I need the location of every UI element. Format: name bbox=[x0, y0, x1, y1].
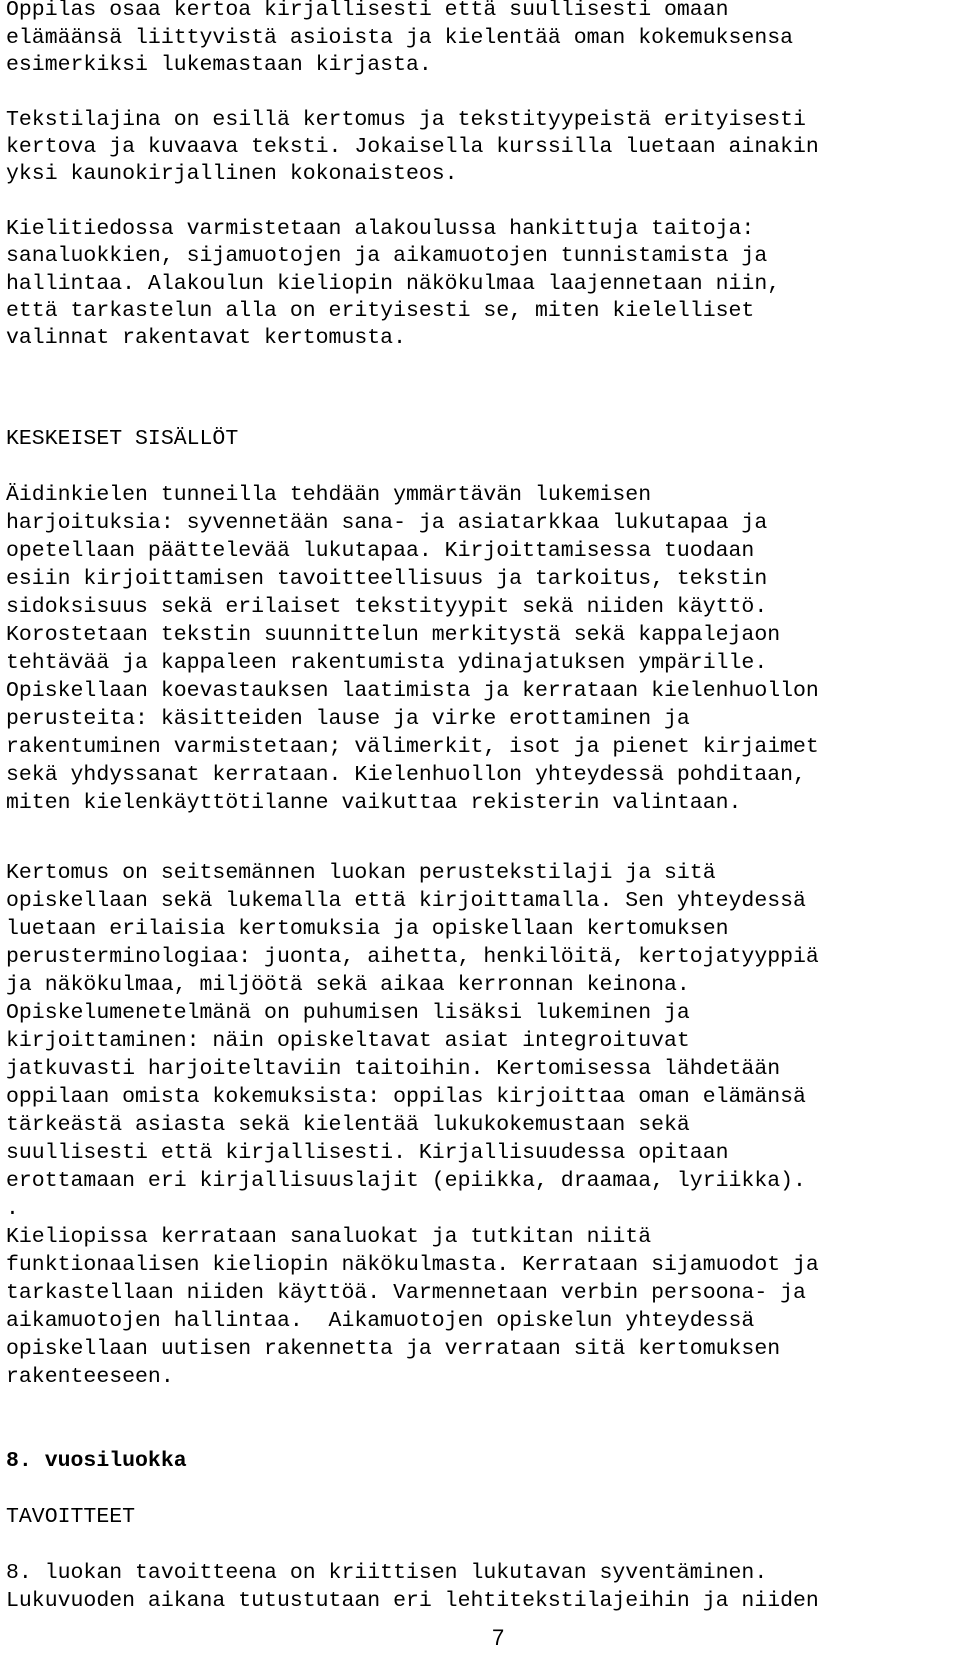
text-line: kirjoittaminen: näin opiskeltavat asiat integroituvat bbox=[6, 1029, 690, 1053]
text-line: rakentuminen varmistetaan; välimerkit, isot ja pienet kirjaimet bbox=[6, 735, 819, 759]
text-line: kertova ja kuvaava teksti. Jokaisella kurssilla luetaan ainakin bbox=[6, 135, 819, 159]
text-line: Lukuvuoden aikana tutustutaan eri lehtitekstilajeihin ja niiden bbox=[6, 1589, 819, 1613]
text-line: suullisesti että kirjallisesti. Kirjallisuudessa opitaan bbox=[6, 1141, 729, 1165]
text-line: jatkuvasti harjoiteltaviin taitoihin. Kertomisessa lähdetään bbox=[6, 1057, 781, 1081]
text-line: opetellaan päättelevää lukutapaa. Kirjoittamisessa tuodaan bbox=[6, 539, 755, 563]
text-line: Tekstilajina on esillä kertomus ja tekstityypeistä erityisesti bbox=[6, 108, 806, 132]
text-line: aikamuotojen hallintaa. Aikamuotojen opiskelun yhteydessä bbox=[6, 1309, 755, 1333]
goals-heading: TAVOITTEET bbox=[6, 1505, 136, 1529]
text-line: rakenteeseen. bbox=[6, 1365, 174, 1389]
text-line: sanaluokkien, sijamuotojen ja aikamuotojen tunnistamista ja bbox=[6, 244, 768, 268]
text-line: 8. luokan tavoitteena on kriittisen lukutavan syventäminen. bbox=[6, 1561, 768, 1585]
text-line: perusteita: käsitteiden lause ja virke erottaminen ja bbox=[6, 707, 690, 731]
text-line: että tarkastelun alla on erityisesti se, miten kielelliset bbox=[6, 299, 755, 323]
text-line: . bbox=[6, 1197, 19, 1221]
text-line: tarkastellaan niiden käyttöä. Varmennetaan verbin persoona- ja bbox=[6, 1281, 806, 1305]
text-line: tehtävää ja kappaleen rakentumista ydinajatuksen ympärille. bbox=[6, 651, 768, 675]
text-line: elämäänsä liittyvistä asioista ja kielentää oman kokemuksensa bbox=[6, 26, 794, 50]
text-line: Kieliopissa kerrataan sanaluokat ja tutkitan niitä bbox=[6, 1225, 652, 1249]
text-line: erottamaan eri kirjallisuuslajit (epiikka, draamaa, lyriikka). bbox=[6, 1169, 806, 1193]
text-line: sidoksisuus sekä erilaiset tekstityypit sekä niiden käyttö. bbox=[6, 595, 768, 619]
text-line: opiskellaan sekä lukemalla että kirjoittamalla. Sen yhteydessä bbox=[6, 889, 806, 913]
text-line: Oppilas osaa kertoa kirjallisesti että suullisesti omaan bbox=[6, 0, 729, 22]
section-heading: KESKEISET SISÄLLÖT bbox=[6, 427, 239, 451]
text-line: valinnat rakentavat kertomusta. bbox=[6, 326, 406, 350]
grade-heading: 8. vuosiluokka bbox=[6, 1449, 187, 1473]
text-line: Äidinkielen tunneilla tehdään ymmärtävän lukemisen bbox=[6, 483, 652, 507]
text-line: funktionaalisen kieliopin näkökulmasta. Kerrataan sijamuodot ja bbox=[6, 1253, 819, 1277]
text-line: ja näkökulmaa, miljöötä sekä aikaa kerronnan keinona. bbox=[6, 973, 690, 997]
text-line: harjoituksia: syvennetään sana- ja asiatarkkaa lukutapaa ja bbox=[6, 511, 768, 535]
text-line: Korostetaan tekstin suunnittelun merkitystä sekä kappalejaon bbox=[6, 623, 781, 647]
text-line: luetaan erilaisia kertomuksia ja opiskellaan kertomuksen bbox=[6, 917, 729, 941]
text-line: perusterminologiaa: juonta, aihetta, henkilöitä, kertojatyyppiä bbox=[6, 945, 819, 969]
text-line: hallintaa. Alakoulun kieliopin näkökulmaa laajennetaan niin, bbox=[6, 272, 781, 296]
text-line: esimerkiksi lukemastaan kirjasta. bbox=[6, 53, 432, 77]
text-line: yksi kaunokirjallinen kokonaisteos. bbox=[6, 162, 458, 186]
text-line: esiin kirjoittamisen tavoitteellisuus ja tarkoitus, tekstin bbox=[6, 567, 768, 591]
text-line: opiskellaan uutisen rakennetta ja verrataan sitä kertomuksen bbox=[6, 1337, 781, 1361]
text-line: Kielitiedossa varmistetaan alakoulussa hankittuja taitoja: bbox=[6, 217, 755, 241]
text-line: miten kielenkäyttötilanne vaikuttaa rekisterin valintaan. bbox=[6, 791, 742, 815]
text-line: sekä yhdyssanat kerrataan. Kielenhuollon yhteydessä pohditaan, bbox=[6, 763, 806, 787]
page-number: 7 bbox=[492, 1625, 505, 1650]
text-line: Opiskelumenetelmänä on puhumisen lisäksi lukeminen ja bbox=[6, 1001, 690, 1025]
text-line: Opiskellaan koevastauksen laatimista ja kerrataan kielenhuollon bbox=[6, 679, 819, 703]
text-line: Kertomus on seitsemännen luokan perustekstilaji ja sitä bbox=[6, 861, 716, 885]
text-line: tärkeästä asiasta sekä kielentää lukukokemustaan sekä bbox=[6, 1113, 690, 1137]
text-line: oppilaan omista kokemuksista: oppilas kirjoittaa oman elämänsä bbox=[6, 1085, 806, 1109]
